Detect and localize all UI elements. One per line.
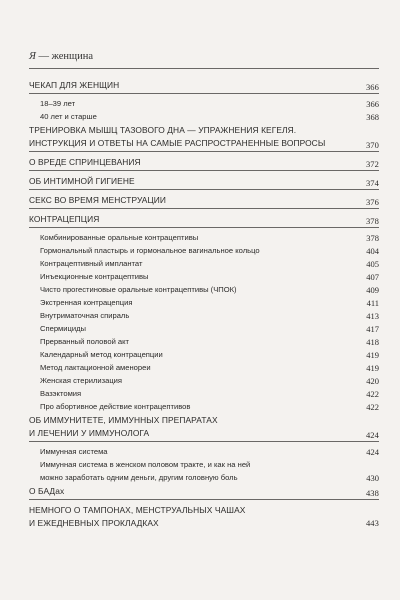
toc-entry-page: 372 (365, 159, 379, 169)
toc-entry[interactable] (29, 374, 379, 387)
toc-entry[interactable] (29, 193, 379, 209)
header-rule (29, 68, 379, 69)
toc-entry-page: 438 (365, 488, 379, 498)
toc-entry-title: Иммунная система (40, 447, 108, 456)
toc-entry[interactable] (29, 97, 379, 110)
toc-entry-title: ОБ ИММУНИТЕТЕ, ИММУННЫХ ПРЕПАРАТАХ (29, 415, 218, 425)
toc-entry[interactable] (29, 413, 379, 426)
toc-entry-page: 413 (366, 311, 379, 321)
toc-entry-title: ЧЕКАП ДЛЯ ЖЕНЩИН (29, 80, 120, 90)
toc-entry[interactable] (29, 426, 379, 442)
toc-entry-title: Инъекционные контрацептивы (40, 272, 149, 281)
toc-entry[interactable] (29, 322, 379, 335)
toc-entry[interactable] (29, 361, 379, 374)
table-of-contents (29, 78, 379, 529)
toc-entry-title: КОНТРАЦЕПЦИЯ (29, 214, 100, 224)
toc-entry-title: Комбинированные оральные контрацептивы (40, 233, 199, 242)
toc-entry-page: 418 (366, 337, 379, 347)
toc-entry[interactable] (29, 309, 379, 322)
toc-entry-title: ТРЕНИРОВКА МЫШЦ ТАЗОВОГО ДНА — УПРАЖНЕНИЯ КЕГЕЛЯ. (29, 125, 297, 135)
toc-entry[interactable] (29, 270, 379, 283)
toc-entry-page: 411 (366, 298, 379, 308)
toc-entry[interactable] (29, 212, 379, 228)
toc-entry[interactable] (29, 231, 379, 244)
toc-entry[interactable] (29, 400, 379, 413)
toc-entry-title: ИНСТРУКЦИЯ И ОТВЕТЫ НА САМЫЕ РАСПРОСТРАНЕННЫЕ ВОПРОСЫ (29, 138, 326, 148)
toc-entry-title: Внутриматочная спираль (40, 311, 130, 320)
toc-entry-title: 18–39 лет (40, 99, 76, 108)
toc-entry[interactable] (29, 257, 379, 270)
toc-entry-title: Про абортивное действие контрацептивов (40, 402, 191, 411)
toc-entry-title: СЕКС ВО ВРЕМЯ МЕНСТРУАЦИИ (29, 195, 167, 205)
toc-entry[interactable] (29, 244, 379, 257)
toc-entry[interactable] (29, 110, 379, 123)
toc-entry[interactable] (29, 484, 379, 500)
running-head (29, 51, 93, 62)
toc-entry-title: НЕМНОГО О ТАМПОНАХ, МЕНСТРУАЛЬНЫХ ЧАШАХ (29, 505, 246, 515)
toc-entry-page: 419 (366, 363, 379, 373)
toc-entry-page: 378 (365, 216, 379, 226)
toc-entry-page: 417 (366, 324, 379, 334)
toc-entry-title: Календарный метод контрацепции (40, 350, 163, 359)
toc-entry-title: Вазэктомия (40, 389, 82, 398)
toc-entry-page: 370 (365, 140, 379, 150)
toc-entry-page: 376 (365, 197, 379, 207)
toc-entry-page: 420 (366, 376, 379, 386)
toc-entry[interactable] (29, 283, 379, 296)
toc-entry-page: 409 (366, 285, 379, 295)
toc-entry-title: Контрацептивный имплантат (40, 259, 143, 268)
toc-entry[interactable] (29, 123, 379, 136)
toc-entry-title: О ВРЕДЕ СПРИНЦЕВАНИЯ (29, 157, 141, 167)
toc-entry-page: 368 (366, 112, 379, 122)
toc-entry-page: 424 (366, 447, 379, 457)
toc-entry-title: Метод лактационной аменореи (40, 363, 151, 372)
toc-entry-title: Чисто прогестиновые оральные контрацептивы (ЧПОК) (40, 285, 237, 294)
toc-entry[interactable] (29, 155, 379, 171)
toc-entry-page: 422 (366, 402, 379, 412)
toc-entry[interactable] (29, 458, 379, 484)
toc-entry-title: Женская стерилизация (40, 376, 123, 385)
toc-entry-title: можно заработать одним деньги, другим головную боль (40, 473, 238, 482)
toc-entry-title: Экстренная контрацепция (40, 298, 133, 307)
running-head-text: — женщина (35, 51, 94, 62)
toc-entry-title: 40 лет и старше (40, 112, 97, 121)
toc-entry-title: Прерванный половой акт (40, 337, 130, 346)
toc-entry[interactable] (29, 174, 379, 190)
running-head-italic: Я (29, 51, 36, 62)
toc-entry[interactable] (29, 516, 379, 529)
toc-entry-page: 378 (366, 233, 379, 243)
toc-entry-page: 374 (365, 178, 379, 188)
toc-entry-page: 404 (366, 246, 379, 256)
toc-entry-page: 443 (365, 518, 379, 528)
toc-entry[interactable] (29, 503, 379, 516)
toc-entry-page: 424 (365, 430, 379, 440)
toc-entry-page: 422 (366, 389, 379, 399)
toc-entry-title: И ЛЕЧЕНИИ У ИММУНОЛОГА (29, 428, 150, 438)
toc-entry[interactable] (29, 136, 379, 152)
toc-entry[interactable] (29, 387, 379, 400)
toc-entry-title: Иммунная система в женском половом тракте, и как на ней (40, 460, 251, 469)
toc-entry[interactable] (29, 296, 379, 309)
toc-entry-page: 366 (365, 82, 379, 92)
toc-entry-title: ОБ ИНТИМНОЙ ГИГИЕНЕ (29, 176, 135, 186)
toc-entry-page: 407 (366, 272, 379, 282)
toc-entry[interactable] (29, 445, 379, 458)
toc-entry-page: 405 (366, 259, 379, 269)
toc-entry-title: Гормональный пластырь и гормональное вагинальное кольцо (40, 246, 260, 255)
toc-entry[interactable] (29, 335, 379, 348)
toc-entry-page: 366 (366, 99, 379, 109)
toc-entry-title: О БАДах (29, 486, 65, 496)
toc-entry[interactable] (29, 78, 379, 94)
toc-entry-title: И ЕЖЕДНЕВНЫХ ПРОКЛАДКАХ (29, 518, 159, 528)
toc-entry-page: 430 (366, 473, 379, 483)
toc-entry-title: Спермициды (40, 324, 86, 333)
toc-entry-page: 419 (366, 350, 379, 360)
toc-entry[interactable] (29, 348, 379, 361)
